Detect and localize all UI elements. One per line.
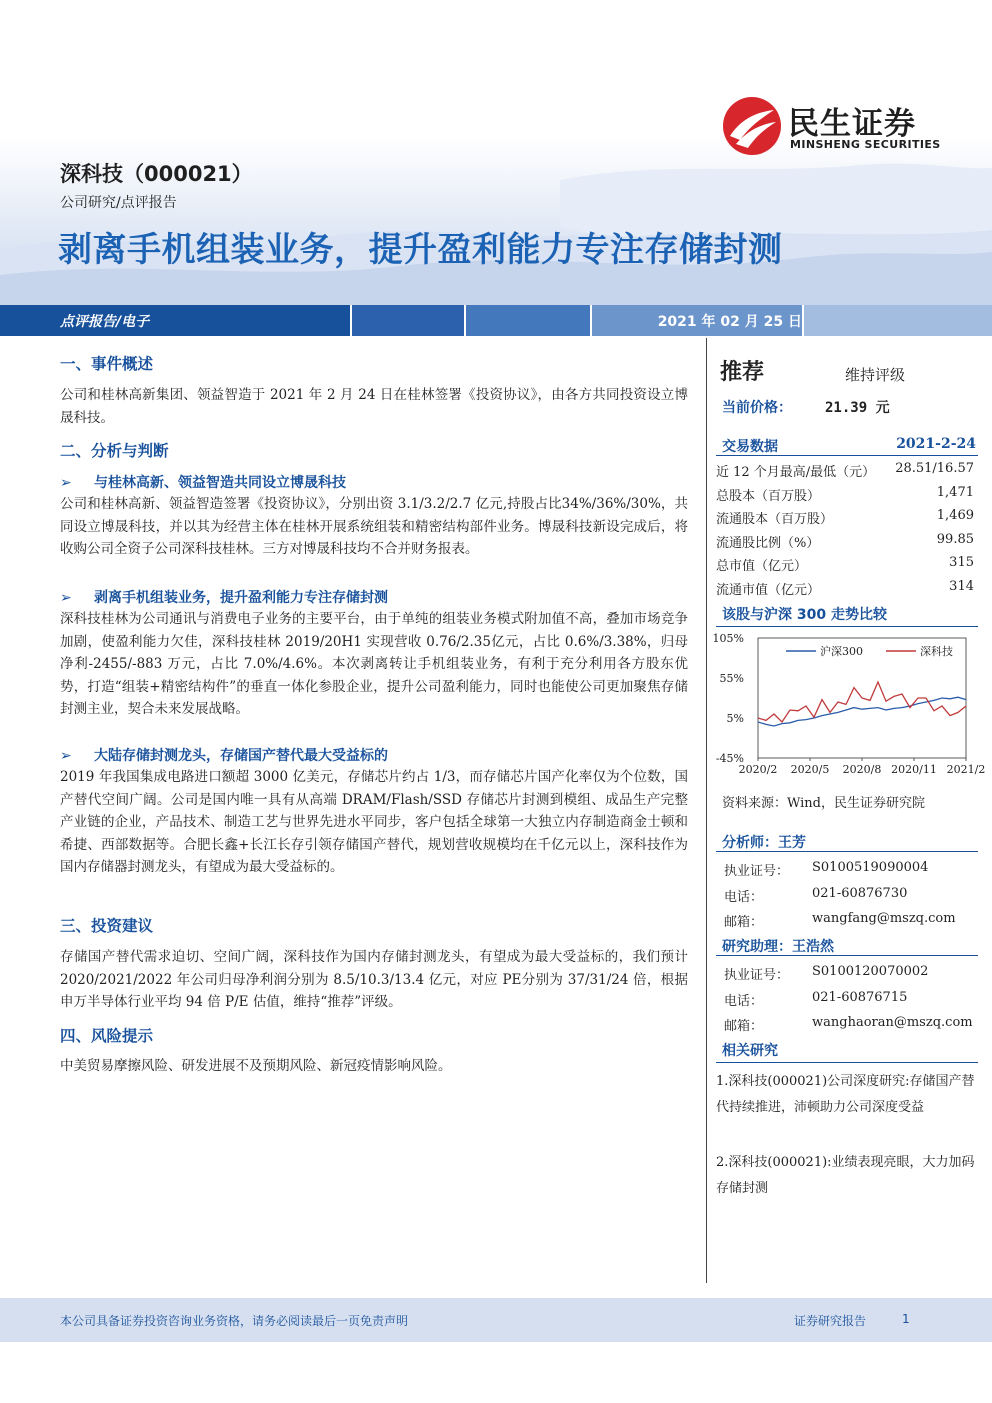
x-tick-label: 2020/5 [790, 763, 830, 776]
trading-data-key: 流通市值（亿元） [716, 583, 821, 598]
assistant-header [716, 934, 978, 956]
section-heading-2 [60, 439, 169, 461]
assistant-label: 研究助理：王浩然 [722, 939, 834, 955]
bullet-heading-3 [60, 745, 388, 765]
contact-row [722, 986, 978, 1010]
trading-data-value: 1,469 [936, 508, 974, 524]
y-tick-label: 5% [726, 712, 744, 725]
source-note: 资料来源：Wind，民生证券研究院 [722, 796, 925, 811]
y-tick-label: 105% [712, 632, 744, 645]
chart-title-rule [716, 626, 978, 627]
legend-label-1: 沪深300 [820, 645, 863, 658]
x-tick-label: 2020/8 [842, 763, 882, 776]
related-rule [716, 1062, 978, 1063]
bullet-text-3: 2019 年我国集成电路进口额超 3000 亿美元，存储芯片约占 1/3，而存储芯片国产化率仅为个位数，国产替代空间广阔。公司是国内唯一具有从高端 DRAM/Flash/SSD 存储芯片封测到模组、成品生产完整产业链的企业，产品技术、制造工艺与世界先进水平同步，客户包括全球第一大独立内存制造商金士顿和希捷、西部数据等。合肥长鑫+长江长存引领存储国产替代，规划营收规模均在千亿元以上，深科技作为国内存储器封测龙头，有望成为最大受益标的。 [60, 769, 688, 876]
analyst-header [716, 830, 978, 852]
band-title: 点评报告/电子 [60, 314, 150, 330]
minsheng-logo-icon [722, 96, 782, 156]
trading-data-value: 315 [949, 555, 974, 571]
contact-row [722, 856, 978, 880]
related-header [716, 1038, 978, 1060]
section-heading-3: 三、投资建议 [60, 917, 154, 935]
contact-key: 执业证号： [724, 968, 790, 983]
brand-logo [722, 96, 962, 158]
contact-value: 021-60876715 [812, 989, 908, 1005]
contact-value[interactable]: wanghaoran@mszq.com [812, 1015, 973, 1030]
rating-subtitle: 维持评级 [845, 366, 906, 384]
trading-data-row [716, 505, 978, 527]
trading-data-date: 2021-2-24 [896, 436, 976, 452]
trading-data-row [716, 552, 978, 574]
category-band [0, 305, 992, 336]
trading-data-row [716, 458, 978, 480]
chart-title: 该股与沪深 300 走势比较 [722, 607, 887, 623]
contact-key: 执业证号： [724, 864, 790, 879]
related-label: 相关研究 [722, 1043, 778, 1059]
bullet-text-2: 深科技桂林为公司通讯与消费电子业务的主要平台，由于单纯的组装业务模式附加值不高，叠加市场竞争加剧，使盈利能力欠佳，深科技桂林 2019/20H1 实现营收 0.76/2.35亿元，占比 0.6%/3.38%，归母净利-2455/-883 万元，占比 7.0%/4.6%。本次剥离转让手机组装业务，有利于充分利用各方股东优势，打造“组装+精密结构件”的垂直一体化参股企业，提升公司盈利能力，同时也能使公司更加聚焦存储封测主业，契合未来发展战略。 [60, 611, 688, 718]
trading-data-value: 28.51/16.57 [895, 461, 974, 476]
section-heading-1: 一、事件概述 [60, 355, 154, 373]
trading-data-row [716, 482, 978, 504]
price-label: 当前价格： [722, 400, 792, 416]
footer-report-label: 证券研究报告 [794, 1314, 867, 1328]
band-segment [466, 305, 590, 336]
report-header [0, 0, 992, 305]
contact-row [722, 960, 978, 984]
contact-value: 021-60876730 [812, 885, 908, 901]
bullet-heading-2-text: 剥离手机组装业务，提升盈利能力专注存储封测 [94, 590, 388, 606]
trading-data-key: 总股本（百万股） [716, 488, 821, 504]
arrow-icon: ➢ [60, 590, 72, 606]
arrow-icon: ➢ [60, 748, 72, 764]
y-tick-label: 55% [719, 672, 744, 685]
trading-data-header [716, 434, 978, 456]
section-text-3: 存储国产替代需求迫切、空间广阔，深科技作为国内存储封测龙头，有望成为最大受益标的，我们预计 2020/2021/2022 年公司归母净利润分别为 8.5/10.3/13.4 亿元，对应 PE分别为 37/31/24 倍，根据申万半导体行业平均 94 倍 P/E 估值，维持“推荐”评级。 [60, 949, 688, 1011]
arrow-icon: ➢ [60, 475, 72, 491]
page-number: 1 [902, 1312, 910, 1326]
contact-value[interactable]: wangfang@mszq.com [812, 911, 956, 926]
related-item-1[interactable]: 1.深科技(000021)公司深度研究:存储国产替代持续推进，沛顿助力公司深度受益 [716, 1074, 975, 1115]
company-name: 深科技（000021） [60, 162, 253, 186]
bullet-text-1: 公司和桂林高新、领益智造签署《投资协议》，分别出资 3.1/3.2/2.7 亿元,持股占比34%/36%/30%，共同设立博晟科技，并以其为经营主体在桂林开展系统组装和精密结构部件业务。博晟科技新设完成后，将收购公司全资子公司深科技桂林。三方对博晟科技均不合并财务报表。 [60, 496, 688, 558]
trading-data-row [716, 576, 978, 598]
rating-title: 推荐 [720, 360, 765, 385]
series-line-2 [758, 682, 966, 722]
contact-value: S0100519090004 [812, 860, 929, 875]
trading-data-key: 总市值（亿元） [716, 559, 808, 575]
band-segment [352, 305, 464, 336]
x-tick-label: 2021/2 [946, 763, 986, 776]
section-heading-4: 四、风险提示 [60, 1027, 154, 1045]
brand-name-en: MINSHENG SECURITIES [790, 138, 941, 151]
report-headline: 剥离手机组装业务，提升盈利能力专注存储封测 [58, 230, 783, 270]
related-item-2[interactable]: 2.深科技(000021):业绩表现亮眼，大力加码存储封测 [716, 1155, 975, 1196]
price-value: 21.39 元 [825, 400, 890, 416]
contact-row [722, 1011, 978, 1035]
section-text-4: 中美贸易摩擦风险、研发进展不及预期风险、新冠疫情影响风险。 [60, 1058, 452, 1074]
contact-row [722, 907, 978, 931]
trading-data-label: 交易数据 [722, 439, 778, 455]
band-left-block [0, 305, 350, 336]
trading-data-value: 99.85 [936, 531, 974, 547]
contact-value: S0100120070002 [812, 964, 929, 979]
trading-data-value: 1,471 [936, 484, 974, 500]
bullet-heading-1 [60, 472, 346, 492]
bullet-heading-3-text: 大陆存储封测龙头，存储国产替代最大受益标的 [94, 748, 388, 764]
bullet-heading-1-text: 与桂林高新、领益智造共同设立博晟科技 [94, 475, 346, 491]
y-tick-label: -45% [715, 752, 744, 765]
trading-data-key: 流通股本（百万股） [716, 512, 834, 528]
band-segment [804, 305, 992, 336]
trading-data-key: 近 12 个月最高/最低（元） [716, 465, 876, 480]
trading-data-value: 314 [949, 579, 974, 594]
section-text-1: 公司和桂林高新集团、领益智造于 2021 年 2 月 24 日在桂林签署《投资协议》，由各方共同投资设立博晟科技。 [60, 387, 688, 426]
contact-key: 电话： [724, 889, 764, 905]
bullet-heading-2 [60, 587, 388, 607]
trading-data-key: 流通股比例（%） [716, 535, 820, 551]
contact-key: 邮箱： [724, 915, 764, 930]
analyst-label: 分析师：王芳 [722, 835, 806, 851]
x-tick-label: 2020/11 [891, 763, 937, 776]
report-type: 公司研究/点评报告 [60, 195, 177, 211]
report-date: 2021 年 02 月 25 日 [657, 314, 802, 330]
contact-key: 邮箱： [724, 1019, 764, 1034]
section-heading-2-text: 二、分析与判断 [60, 442, 169, 460]
brand-name-cn: 民生证券 [788, 106, 916, 142]
trading-data-row [716, 529, 978, 551]
footer-disclaimer: 本公司具备证券投资咨询业务资格，请务必阅读最后一页免责声明 [60, 1314, 409, 1328]
contact-row [722, 882, 978, 906]
legend-label-2: 深科技 [920, 645, 953, 658]
contact-key: 电话： [724, 993, 764, 1009]
page-footer [0, 1298, 992, 1342]
x-tick-label: 2020/2 [738, 763, 778, 776]
price-trend-chart [712, 628, 988, 788]
